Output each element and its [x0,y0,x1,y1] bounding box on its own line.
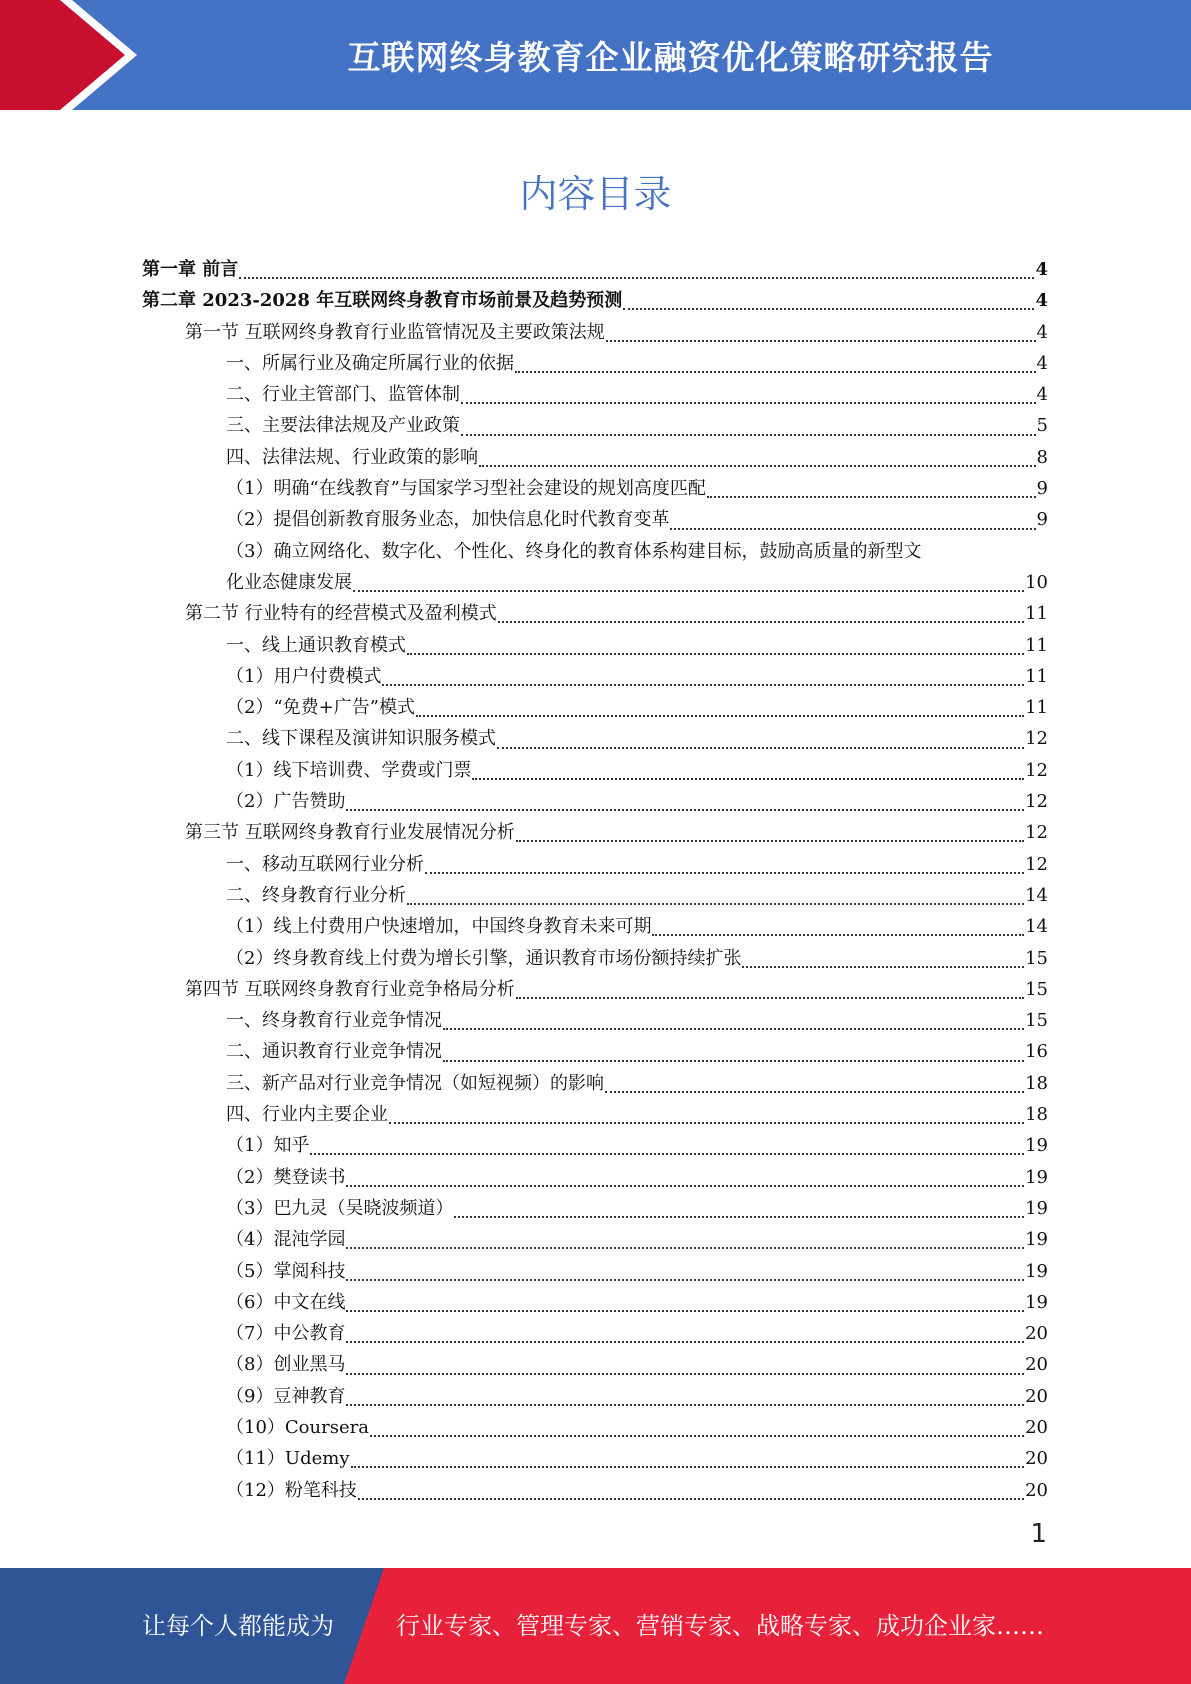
toc-entry[interactable] [142,755,1048,786]
page-number: 1 [1030,1519,1047,1549]
toc-dot-leader [652,933,1024,936]
toc-page-number: 20 [1025,1354,1048,1376]
toc-entry-text: 二、行业主管部门、监管体制 [226,384,460,406]
toc-entry[interactable] [142,880,1048,911]
toc-dot-leader [351,1465,1025,1468]
toc-dot-leader [454,1215,1024,1218]
toc-entry-text: （4）混沌学园 [226,1229,346,1251]
toc-entry[interactable] [142,442,1048,473]
toc-dot-leader [346,1340,1024,1343]
toc-page-number: 12 [1025,728,1048,750]
toc-dot-leader [353,589,1024,592]
toc-entry-text: （6）中文在线 [226,1291,346,1313]
toc-page-number: 12 [1025,822,1048,844]
toc-entry-text: 第一节 互联网终身教育行业监管情况及主要政策法规 [185,321,605,343]
toc-entry[interactable] [142,1475,1048,1506]
toc-page-number: 14 [1025,884,1048,906]
toc-entry-text: 一、终身教育行业竞争情况 [226,1010,442,1032]
toc-page-number: 20 [1025,1323,1048,1345]
toc-page-number: 11 [1025,665,1048,687]
toc-dot-leader [623,307,1034,310]
toc-dot-leader [479,464,1036,467]
toc-entry-text: 一、移动互联网行业分析 [226,853,424,875]
header-arrow-decoration [0,0,160,110]
toc-page-number: 8 [1036,446,1048,468]
toc-dot-leader [461,401,1036,404]
toc-entry-text: 三、主要法律法规及产业政策 [226,415,460,437]
toc-page-number: 4 [1036,321,1048,343]
toc-entry[interactable] [142,849,1048,880]
toc-dot-leader [382,683,1024,686]
toc-entry[interactable] [142,1099,1048,1130]
toc-page-number: 4 [1036,352,1048,374]
toc-entry[interactable] [142,661,1048,692]
toc-page-number: 9 [1036,509,1048,531]
toc-dot-leader [389,1121,1024,1124]
toc-dot-leader [346,808,1024,811]
toc-entry[interactable] [142,1256,1048,1287]
toc-entry[interactable] [142,504,1048,535]
toc-entry[interactable] [142,285,1048,316]
toc-entry-text: （2）终身教育线上付费为增长引擎，通识教育市场份额持续扩张 [226,947,742,969]
toc-entry-text: 化业态健康发展 [226,571,352,593]
toc-entry-text: （12）粉笔科技 [226,1479,357,1501]
toc-dot-leader [370,1434,1024,1437]
toc-entry[interactable] [142,1130,1048,1161]
toc-page-number: 11 [1025,634,1048,656]
toc-entry[interactable] [142,598,1048,629]
toc-entry[interactable] [142,817,1048,848]
toc-dot-leader [707,495,1036,498]
toc-entry[interactable] [142,473,1048,504]
toc-entry-text: 一、所属行业及确定所属行业的依据 [226,352,514,374]
toc-page-number: 19 [1025,1260,1048,1282]
toc-entry[interactable] [142,1224,1048,1255]
toc-entry[interactable] [142,974,1048,1005]
toc-dot-leader [346,1278,1024,1281]
toc-dot-leader [472,777,1024,780]
toc-page-number: 20 [1025,1385,1048,1407]
toc-entry[interactable] [142,943,1048,974]
header-title: 互联网终身教育企业融资优化策略研究报告 [347,37,994,77]
toc-dot-leader [346,1309,1024,1312]
toc-entry-text: 二、终身教育行业分析 [226,884,406,906]
toc-dot-leader [358,1497,1024,1500]
toc-entry-text: （9）豆神教育 [226,1385,346,1407]
toc-page-number: 4 [1036,384,1048,406]
toc-page-number: 15 [1025,978,1048,1000]
toc-dot-leader [425,871,1024,874]
toc-entry-text: 四、法律法规、行业政策的影响 [226,446,478,468]
toc-entry[interactable] [142,723,1048,754]
toc-dot-leader [310,1152,1024,1155]
toc-page-number: 19 [1025,1135,1048,1157]
toc-entry[interactable] [142,630,1048,661]
toc-dot-leader [515,370,1036,373]
toc-entry[interactable] [142,911,1048,942]
toc-dot-leader [498,620,1024,623]
toc-entry-text: 一、线上通识教育模式 [226,634,406,656]
toc-dot-leader [670,527,1035,530]
toc-entry-text: （1）线上付费用户快速增加，中国终身教育未来可期 [226,916,652,938]
toc-entry[interactable] [142,1193,1048,1224]
toc-page-number: 11 [1025,697,1048,719]
toc-page-number: 15 [1025,947,1048,969]
toc-dot-leader [461,433,1036,436]
toc-entry[interactable] [142,1349,1048,1380]
toc-page-number: 14 [1025,916,1048,938]
toc-entry-text: 第二章 2023-2028 年互联网终身教育市场前景及趋势预测 [142,290,623,312]
toc-entry-text: （8）创业黑马 [226,1354,346,1376]
toc-page-number: 20 [1025,1416,1048,1438]
toc-dot-leader [346,1246,1024,1249]
toc-entry-text: （1）线下培训费、学费或门票 [226,759,472,781]
toc-dot-leader [605,1090,1024,1093]
toc-entry[interactable] [142,1412,1048,1443]
toc-page-number: 16 [1025,1041,1048,1063]
toc-dot-leader [239,276,1034,279]
toc-entry[interactable] [142,348,1048,379]
toc-entry-text: （2）广告赞助 [226,791,346,813]
toc-entry[interactable] [142,254,1048,285]
toc-entry-text: （7）中公教育 [226,1323,346,1345]
toc-page-number: 20 [1025,1448,1048,1470]
footer-slogan-left: 让每个人都能成为 [142,1612,334,1640]
toc-entry-text: （2）提倡创新教育服务业态，加快信息化时代教育变革 [226,509,670,531]
toc-entry-text: （2）樊登读书 [226,1166,346,1188]
toc-page-number: 5 [1036,415,1048,437]
toc-entry-text: （11）Udemy [226,1448,350,1470]
toc-dot-leader [516,996,1024,999]
toc-entry-text: 第四节 互联网终身教育行业竞争格局分析 [185,978,515,1000]
footer-slogan-right: 行业专家、管理专家、营销专家、战略专家、成功企业家…… [396,1612,1044,1640]
toc-page-number: 20 [1025,1479,1048,1501]
toc-entry[interactable] [142,1287,1048,1318]
toc-entry[interactable] [142,536,1048,567]
toc-page-number: 19 [1025,1229,1048,1251]
toc-page-number: 12 [1025,853,1048,875]
toc-dot-leader [443,1027,1024,1030]
toc-entry[interactable] [142,1005,1048,1036]
table-of-contents [142,254,1048,1506]
toc-dot-leader [407,902,1024,905]
toc-dot-leader [407,652,1024,655]
toc-entry-text: （3）确立网络化、数字化、个性化、终身化的教育体系构建目标，鼓励高质量的新型文 [226,540,922,562]
toc-entry[interactable] [142,379,1048,410]
toc-page-number: 10 [1025,571,1048,593]
toc-entry-text: （1）知乎 [226,1135,310,1157]
toc-dot-leader [346,1372,1024,1375]
toc-page-number: 18 [1025,1072,1048,1094]
toc-dot-leader [416,714,1024,717]
toc-entry[interactable] [142,317,1048,348]
toc-dot-leader [516,839,1024,842]
toc-dot-leader [742,965,1024,968]
toc-page-number: 12 [1025,791,1048,813]
toc-entry-text: （5）掌阅科技 [226,1260,346,1282]
toc-entry-text: 第二节 行业特有的经营模式及盈利模式 [185,603,497,625]
toc-page-number: 9 [1036,478,1048,500]
toc-page-number: 19 [1025,1197,1048,1219]
toc-page-number: 19 [1025,1166,1048,1188]
page-header [0,0,1191,110]
toc-heading: 内容目录 [519,172,672,216]
toc-dot-leader [346,1184,1024,1187]
toc-entry[interactable] [142,1036,1048,1067]
toc-dot-leader [346,1403,1024,1406]
toc-entry-text: （1）明确“在线教育”与国家学习型社会建设的规划高度匹配 [226,478,706,500]
toc-page-number: 12 [1025,759,1048,781]
toc-page-number: 15 [1025,1010,1048,1032]
toc-dot-leader [497,746,1024,749]
toc-entry-continuation[interactable] [142,567,1048,598]
toc-entry[interactable] [142,786,1048,817]
toc-entry[interactable] [142,1443,1048,1474]
toc-entry-text: （1）用户付费模式 [226,665,382,687]
page-footer [0,1568,1191,1684]
toc-entry[interactable] [142,1318,1048,1349]
toc-entry-text: 四、行业内主要企业 [226,1104,388,1126]
toc-entry[interactable] [142,1068,1048,1099]
toc-entry-text: 二、线下课程及演讲知识服务模式 [226,728,496,750]
toc-page-number: 4 [1035,290,1048,312]
toc-entry-text: 第一章 前言 [142,259,239,280]
toc-dot-leader [443,1059,1024,1062]
toc-entry-text: 三、新产品对行业竞争情况（如短视频）的影响 [226,1072,604,1094]
toc-page-number: 18 [1025,1104,1048,1126]
toc-dot-leader [606,339,1036,342]
toc-entry-text: （2）“免费+广告”模式 [226,697,415,719]
toc-entry-text: 二、通识教育行业竞争情况 [226,1041,442,1063]
toc-entry[interactable] [142,410,1048,441]
toc-entry[interactable] [142,692,1048,723]
toc-page-number: 11 [1025,603,1048,625]
toc-page-number: 19 [1025,1291,1048,1313]
toc-page-number: 4 [1035,259,1048,280]
toc-entry[interactable] [142,1162,1048,1193]
toc-entry[interactable] [142,1381,1048,1412]
toc-entry-text: （3）巴九灵（吴晓波频道） [226,1197,454,1219]
toc-entry-text: 第三节 互联网终身教育行业发展情况分析 [185,822,515,844]
toc-entry-text: （10）Coursera [226,1416,369,1438]
